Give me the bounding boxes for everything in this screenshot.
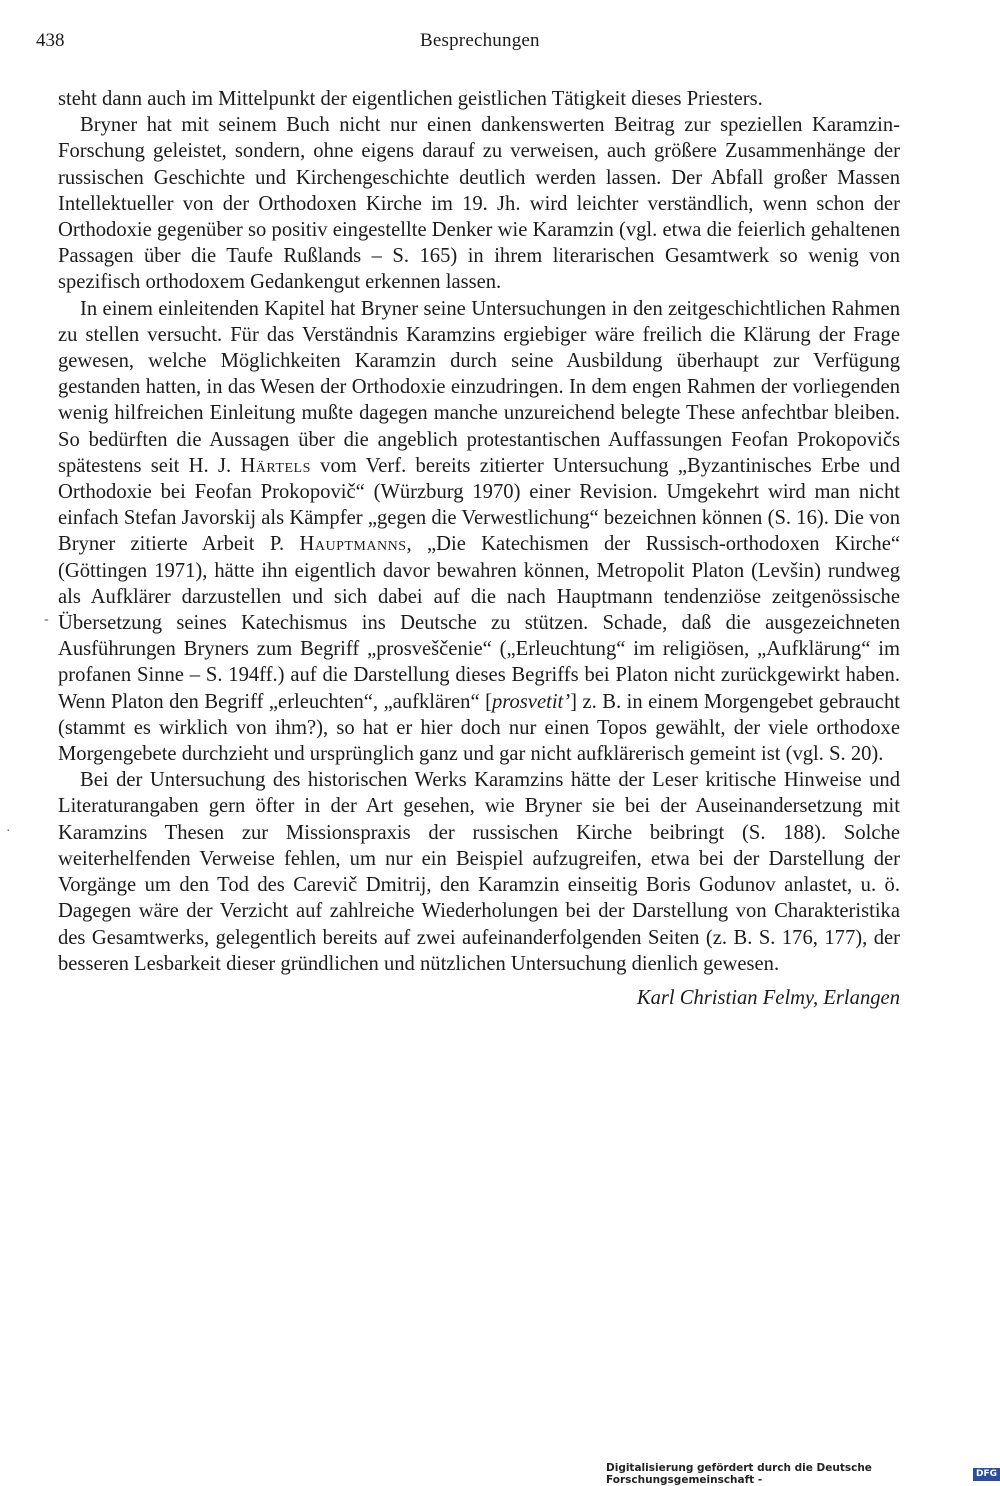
margin-mark: -	[44, 612, 49, 627]
italic-term: prosvetit’	[491, 690, 571, 713]
paragraph: Bryner hat mit seinem Buch nicht nur einen dankenswerten Beitrag zur speziellen Karamzin-Forschung geleistet, sondern, ohne eigens darauf zu verweisen, auch größere Zusammenhänge der russischen Geschichte und Kirchengeschichte deutlich werden lassen. Der Abfall großer Massen Intellektueller von der Orthodoxen Kirche im 19. Jh. wird leichter verständlich, wenn schon der Orthodoxie gegenüber so positiv eingestellte Denker wie Karamzin (vgl. etwa die feierlich gehaltenen Passagen über die Taufe Rußlands – S. 165) in ihrem literarischen Gesamtwerk so wenig von spezifisch orthodoxem Gedankengut erkennen lassen.	[58, 114, 900, 294]
margin-mark: ·	[6, 824, 11, 839]
paragraph-text: ] z. B. in einem Morgengebet gebraucht (stammt es wirklich von ihm?), so hat er hier doch nur einen Topos gewählt, der viele orthodoxe Morgengebete durchzieht und ursprünglich ganz und gar nicht aufklärerisch gemeint ist (vgl. S. 20).	[58, 690, 900, 766]
paragraph: steht dann auch im Mittelpunkt der eigentlichen geistlichen Tätigkeit dieses Priesters.	[58, 88, 763, 110]
paragraph-text: vom Verf. bereits zitierter Untersuchung „Byzantinisches Erbe und Orthodoxie bei Feofan Prokopovič“ (Würzburg 1970) einer Revision. Umgekehrt wird man nicht einfach Stefan Javorskij als Kämpfer „gegen die Verwestlichung“ bezeichnen können (S. 16). Die von Bryner zitierte Arbeit P.	[58, 454, 901, 556]
paragraph: Bei der Untersuchung des historischen Werks Karamzins hätte der Leser kritische Hinweise und Literaturangaben gern öfter in der Art gesehen, wie Bryner sie bei der Auseinandersetzung mit Karamzins Thesen zur Missionspraxis der russischen Kirche beibringt (S. 188). Solche weiterhelfenden Verweise fehlen, um nur ein Beispiel aufzugreifen, etwa bei der Darstellung der Vorgänge um den Tod des Carevič Dmitrij, den Karamzin einseitig Boris Godunov anlastet, u. ö. Dagegen wäre der Verzicht auf zahlreiche Wiederholungen bei der Darstellung von Charakteristika des Gesamtwerks, gelegentlich bereits auf zwei aufeinanderfolgenden Seiten (z. B. S. 176, 177), der besseren Lesbarkeit dieser gründlichen und nützlichen Untersuchung dienlich gewesen.	[58, 769, 900, 975]
author-name: Härtels	[240, 454, 311, 477]
page-number: 438	[36, 30, 65, 51]
paragraph	[58, 296, 900, 768]
paragraph-text: In einem einleitenden Kapitel hat Bryner seine Untersuchungen in den zeitgeschichtlichen Rahmen zu stellen versucht. Für das Verständnis Karamzins ergiebiger wäre freilich die Klärung der Frage gewesen, welche Möglichkeiten Karamzin durch seine Ausbildung überhaupt zur Verfügung gestanden hatten, in das Wesen der Orthodoxie einzudringen. In dem engen Rahmen der vorliegenden wenig hilfreichen Einleitung mußte dagegen manche unzureichend belegte These anfechtbar bleiben. So bedürften die Aussagen über die angeblich protestantischen Auffassungen Feofan Prokopovičs spätestens seit H. J.	[58, 297, 900, 477]
digitization-footer	[606, 1462, 1000, 1486]
reviewer-signature: Karl Christian Felmy, Erlangen	[636, 986, 900, 1009]
paragraph-text: , „Die Katechismen der Russisch-orthodoxen Kirche“ (Göttingen 1971), hätte ihn eigentlich davor bewahren können, Metropolit Platon (Levšin) rundweg als Aufklärer darzustellen und sich dabei auf die nach Hauptmann tendenziöse zeitgenössische Übersetzung seines Katechismus ins Deutsche zu stützen. Schade, daß die ausgezeichneten Ausführungen Bryners zum Begriff „prosveščenie“ („Erleuchtung“ im religiösen, „Aufklärung“ im profanen Sinne – S. 194ff.) auf die Darstellung dieses Begriffs bei Platon nicht zurückgewirkt haben. Wenn Platon den Begriff „erleuchten“, „aufklären“ [	[58, 533, 901, 713]
review-text	[58, 86, 900, 1011]
running-head: Besprechungen	[420, 30, 540, 51]
author-name: Hauptmanns	[299, 533, 407, 556]
footer-text: Digitalisierung gefördert durch die Deutsche Forschungsgemeinschaft -	[606, 1462, 872, 1486]
dfg-logo: DFG	[973, 1468, 1000, 1481]
